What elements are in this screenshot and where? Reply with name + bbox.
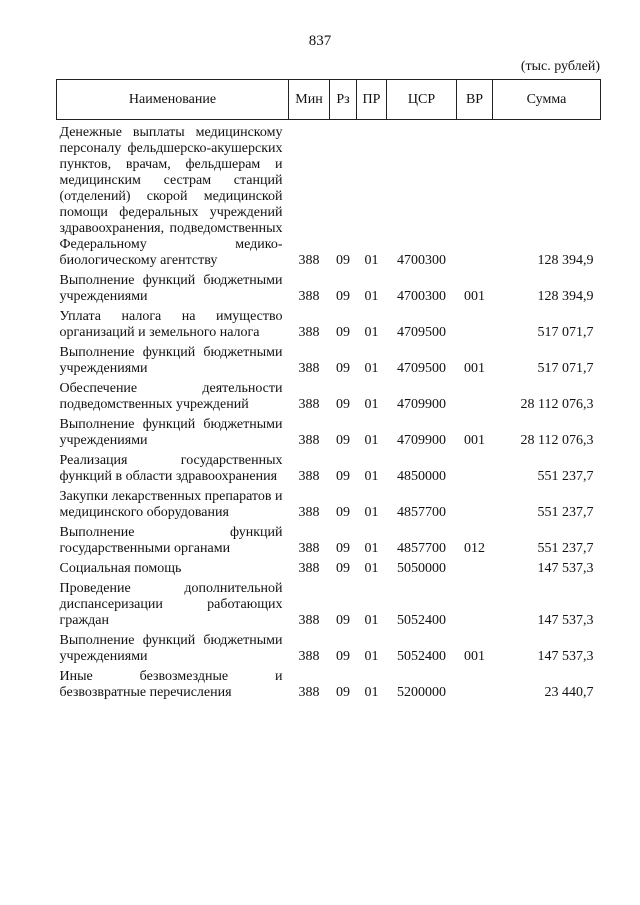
row-name: Проведение дополнительной диспансеризации работающих граждан [59,581,283,628]
row-sum: 517 071,7 [537,361,594,376]
units-label: (тыс. рублей) [520,59,600,74]
row-sum: 147 537,3 [537,613,594,628]
row-name: Выполнение функций бюджетными учреждениями [59,633,283,664]
row-name: Выполнение функций бюджетными учреждениями [59,273,283,304]
row-rz: 09 [336,561,350,576]
row-name: Иные безвозмездные и безвозвратные перечисления [59,669,283,700]
row-csr: 5200000 [397,685,446,700]
row-csr: 4857700 [397,541,446,556]
row-sum: 147 537,3 [537,649,594,664]
row-csr: 5052400 [397,613,446,628]
row-pr: 01 [364,685,379,700]
row-pr: 01 [364,361,379,376]
row-pr: 01 [364,253,379,268]
row-name: Выполнение функций государственными органами [59,525,283,556]
row-name: Уплата налога на имущество организаций и земельного налога [59,309,283,340]
table-row [57,415,601,451]
table-row [57,579,601,631]
row-min: 388 [298,325,320,340]
page-number: 837 [308,33,332,49]
row-name: Денежные выплаты медицинскому персоналу фельдшерско-акушерских пунктов, врачам, фельдшерам и медицинским сестрам станций (отделений) скорой медицинской помощи федеральных учреждений здравоохранения, подведомственных Федеральному медико-биологическому агентству [59,125,283,268]
table-row [57,379,601,415]
row-min: 388 [298,469,320,484]
row-rz: 09 [336,253,350,268]
row-rz: 09 [336,613,350,628]
row-pr: 01 [364,613,379,628]
column-header-min: Мин [289,80,330,120]
row-min: 388 [298,505,320,520]
row-min: 388 [298,649,320,664]
row-sum: 147 537,3 [537,561,594,576]
row-rz: 09 [336,397,350,412]
row-pr: 01 [364,469,379,484]
row-sum: 551 237,7 [537,469,594,484]
row-pr: 01 [364,561,379,576]
row-vr [457,379,493,415]
row-vr: 001 [464,289,485,304]
row-rz: 09 [336,433,350,448]
row-vr [457,120,493,272]
table-row [57,667,601,703]
row-sum: 128 394,9 [537,289,594,304]
row-min: 388 [298,541,320,556]
row-csr: 4700300 [397,289,446,304]
row-name: Выполнение функций бюджетными учреждениями [59,345,283,376]
row-csr: 5050000 [397,561,446,576]
row-name: Социальная помощь [59,561,182,576]
row-rz: 09 [336,325,350,340]
row-csr: 4709500 [397,325,446,340]
table-row [57,271,601,307]
row-vr [457,667,493,703]
column-header-rz: Рз [330,80,357,120]
row-pr: 01 [364,433,379,448]
table-row [57,307,601,343]
row-min: 388 [298,613,320,628]
row-name: Обеспечение деятельности подведомственных учреждений [59,381,283,412]
row-min: 388 [298,685,320,700]
row-rz: 09 [336,649,350,664]
row-rz: 09 [336,289,350,304]
row-vr: 001 [464,433,485,448]
table-header-row [57,80,601,120]
row-sum: 28 112 076,3 [520,397,594,412]
row-sum: 28 112 076,3 [520,433,594,448]
row-sum: 517 071,7 [537,325,594,340]
row-rz: 09 [336,685,350,700]
row-min: 388 [298,361,320,376]
budget-table [56,79,601,703]
row-csr: 4709900 [397,433,446,448]
table-row [57,631,601,667]
row-vr: 012 [464,541,485,556]
table-row [57,343,601,379]
row-sum: 23 440,7 [544,685,594,700]
row-csr: 4850000 [397,469,446,484]
row-vr: 001 [464,361,485,376]
row-rz: 09 [336,469,350,484]
row-sum: 128 394,9 [537,253,594,268]
row-name: Выполнение функций бюджетными учреждениями [59,417,283,448]
table-row [57,559,601,579]
row-name: Закупки лекарственных препаратов и медицинского оборудования [59,489,283,520]
row-pr: 01 [364,541,379,556]
row-min: 388 [298,433,320,448]
row-pr: 01 [364,397,379,412]
row-pr: 01 [364,289,379,304]
row-pr: 01 [364,649,379,664]
row-csr: 4700300 [397,253,446,268]
row-vr [457,451,493,487]
row-vr [457,579,493,631]
row-rz: 09 [336,505,350,520]
row-csr: 4857700 [397,505,446,520]
column-header-vr: ВР [457,80,493,120]
row-sum: 551 237,7 [537,541,594,556]
row-pr: 01 [364,505,379,520]
table-row [57,451,601,487]
row-vr: 001 [464,649,485,664]
row-vr [457,307,493,343]
column-header-csr: ЦСР [387,80,457,120]
row-min: 388 [298,253,320,268]
row-min: 388 [298,397,320,412]
table-row [57,523,601,559]
row-csr: 4709500 [397,361,446,376]
row-csr: 5052400 [397,649,446,664]
row-min: 388 [298,289,320,304]
row-vr [457,559,493,579]
table-row [57,120,601,272]
row-csr: 4709900 [397,397,446,412]
row-vr [457,487,493,523]
row-name: Реализация государственных функций в области здравоохранения [59,453,283,484]
row-rz: 09 [336,541,350,556]
row-pr: 01 [364,325,379,340]
row-rz: 09 [336,361,350,376]
column-header-name: Наименование [57,80,289,120]
column-header-pr: ПР [357,80,387,120]
column-header-sum: Сумма [493,80,601,120]
row-sum: 551 237,7 [537,505,594,520]
table-row [57,487,601,523]
row-min: 388 [298,561,320,576]
